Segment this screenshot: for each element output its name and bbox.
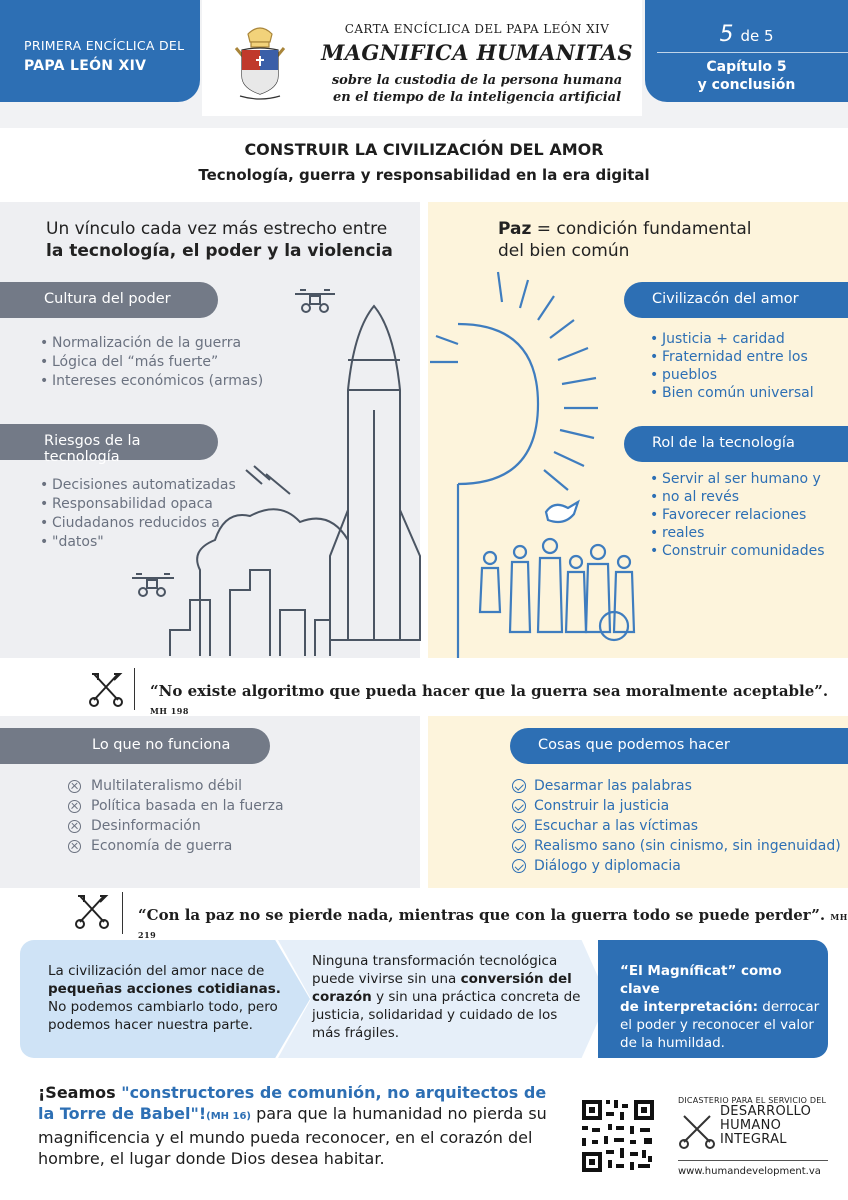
list-item: • Construir comunidades bbox=[650, 542, 825, 560]
right-intro-bold: Paz bbox=[498, 219, 532, 239]
list-item bbox=[512, 796, 841, 816]
section-civilizacion-amor-title: Civilizacón del amor bbox=[652, 291, 799, 307]
list-item bbox=[512, 856, 841, 876]
list-item bbox=[68, 796, 284, 816]
section-cultura-del-poder bbox=[0, 282, 218, 318]
doc-subtitle-line-2: en el tiempo de la inteligencia artificial bbox=[332, 90, 622, 105]
right-intro-line-2: del bien común bbox=[498, 241, 630, 261]
list-item: • Decisiones automatizadas bbox=[40, 476, 236, 495]
doc-subtitle-line-1: sobre la custodia de la persona humana bbox=[331, 73, 623, 88]
list-item-text: Política basada en la fuerza bbox=[91, 798, 284, 814]
list-item-text: Desarmar las palabras bbox=[534, 778, 692, 794]
cultura-del-poder-list bbox=[40, 334, 263, 391]
quote-divider bbox=[122, 892, 123, 934]
list-item bbox=[512, 836, 841, 856]
list-item-text: Construir la justicia bbox=[534, 798, 670, 814]
section-rol-tecnologia-title: Rol de la tecnología bbox=[652, 435, 795, 451]
list-item-continuation-text: no al revés bbox=[662, 489, 740, 505]
section-cosas-podemos-hacer-title: Cosas que podemos hacer bbox=[538, 737, 730, 753]
podemos-hacer-list bbox=[512, 776, 841, 876]
doc-subtitle bbox=[312, 72, 642, 106]
url-divider bbox=[678, 1160, 828, 1161]
check-circle-icon bbox=[512, 799, 526, 813]
crossed-keys-icon bbox=[88, 670, 124, 708]
drone-icon-bottom bbox=[132, 574, 174, 596]
callout-2-line-3a: corazón bbox=[312, 989, 372, 1005]
doc-title: MAGNIFICA HUMANITAS bbox=[321, 40, 633, 65]
page-indicator bbox=[645, 0, 848, 102]
callout-2-line-1: Ninguna transformación tecnológica bbox=[312, 953, 558, 969]
quote-2 bbox=[138, 906, 848, 942]
closing-highlight-2: la Torre de Babel"! bbox=[38, 1104, 207, 1123]
callout-1-line-3: No podemos cambiarlo todo, pero bbox=[48, 999, 278, 1015]
list-item: • Lógica del “más fuerte” bbox=[40, 353, 263, 372]
dicastery-line-1: DESARROLLO bbox=[720, 1104, 812, 1119]
callout-2-line-2b: conversión del bbox=[460, 971, 572, 987]
callout-1-line-1: La civilización del amor nace de bbox=[48, 963, 265, 979]
page-of: de 5 bbox=[740, 27, 774, 45]
doc-kicker: CARTA ENCÍCLICA DEL PAPA LEÓN XIV bbox=[344, 22, 610, 36]
callout-3-bold-2: de interpretación: bbox=[620, 999, 758, 1015]
page-title: CONSTRUIR LA CIVILIZACIÓN DEL AMOR bbox=[244, 140, 604, 159]
callout-2-line-5: más frágiles. bbox=[312, 1025, 400, 1041]
quote-1-text: “No existe algoritmo que pueda hacer que la guerra sea moralmente aceptable”. bbox=[150, 682, 829, 700]
list-item-text: Realismo sano (sin cinismo, sin ingenuidad) bbox=[534, 838, 841, 854]
no-funciona-list bbox=[68, 776, 284, 856]
x-circle-icon bbox=[68, 800, 81, 813]
callout-1-bold: pequeñas acciones cotidianas. bbox=[48, 981, 281, 997]
list-item-text: Escuchar a las víctimas bbox=[534, 818, 699, 834]
check-circle-icon bbox=[512, 839, 526, 853]
dicastery-logo bbox=[678, 1096, 828, 1147]
drone-icon-top bbox=[295, 290, 335, 312]
quote-2-text: “Con la paz no se pierde nada, mientras que con la guerra todo se puede perder”. bbox=[138, 906, 826, 924]
callout-3-text bbox=[620, 962, 820, 1052]
closing-rest-1: para que la humanidad no pierda su bbox=[250, 1104, 547, 1123]
rol-tecnologia-list bbox=[650, 470, 825, 560]
list-item-continuation bbox=[40, 533, 236, 552]
badge-line-1: PRIMERA ENCÍCLICA DEL bbox=[24, 38, 185, 53]
list-item-text: Multilateralismo débil bbox=[91, 778, 243, 794]
callout-2-text bbox=[312, 952, 592, 1042]
dicastery-small: DICASTERIO PARA EL SERVICIO DEL bbox=[678, 1096, 827, 1105]
list-item bbox=[512, 776, 841, 796]
callout-2-line-2a: puede vivirse sin una bbox=[312, 971, 461, 987]
quote-1 bbox=[150, 682, 848, 718]
website-link[interactable]: www.humandevelopment.va bbox=[678, 1166, 821, 1177]
list-item bbox=[68, 836, 284, 856]
check-circle-icon bbox=[512, 859, 526, 873]
qr-code-icon[interactable] bbox=[580, 1098, 656, 1174]
badge-line-2: PAPA LEÓN XIV bbox=[24, 58, 147, 74]
list-item bbox=[68, 776, 284, 796]
section-cosas-podemos-hacer bbox=[510, 728, 848, 764]
dicastery-line-3: INTEGRAL bbox=[720, 1132, 787, 1147]
callout-3-rest-3: de la humildad. bbox=[620, 1035, 725, 1051]
callout-2-line-3b: y sin una práctica concreta de bbox=[371, 989, 581, 1005]
x-circle-icon bbox=[68, 820, 81, 833]
list-item: • Ciudadanos reducidos a bbox=[40, 514, 236, 533]
list-item: • Justicia + caridad bbox=[650, 330, 814, 348]
page-number bbox=[645, 22, 848, 47]
callout-3-rest-1: derrocar bbox=[757, 999, 820, 1015]
list-item bbox=[68, 816, 284, 836]
check-circle-icon bbox=[512, 819, 526, 833]
callout-1-text bbox=[48, 962, 298, 1034]
left-intro-line-2: la tecnología, el poder y la violencia bbox=[46, 241, 393, 261]
list-item: • Bien común universal bbox=[650, 384, 814, 402]
section-lo-que-no-funciona-title: Lo que no funciona bbox=[92, 737, 231, 753]
list-item-continuation bbox=[650, 488, 825, 506]
list-item-text: Diálogo y diplomacia bbox=[534, 858, 681, 874]
section-civilizacion-amor bbox=[624, 282, 848, 318]
section-rol-tecnologia bbox=[624, 426, 848, 462]
list-item: • Servir al ser humano y bbox=[650, 470, 825, 488]
x-circle-icon bbox=[68, 840, 81, 853]
civilizacion-amor-list bbox=[650, 330, 814, 402]
callout-2-line-4: justicia, solidaridad y cuidado de los bbox=[312, 1007, 558, 1023]
callout-3-bold-1: “El Magníficat” como clave bbox=[620, 963, 782, 997]
list-item bbox=[512, 816, 841, 836]
quote-2-ref: MH 219 bbox=[138, 912, 848, 940]
list-item-continuation bbox=[650, 524, 825, 542]
list-item-continuation-text: reales bbox=[662, 525, 705, 541]
section-lo-que-no-funciona bbox=[0, 728, 270, 764]
list-item: • Favorecer relaciones bbox=[650, 506, 825, 524]
papal-coat-of-arms-icon bbox=[226, 20, 294, 104]
crossed-keys-icon bbox=[74, 892, 110, 930]
list-item: • Normalización de la guerra bbox=[40, 334, 263, 353]
chapter-line-1: Capítulo 5 bbox=[706, 59, 787, 75]
x-circle-icon bbox=[68, 780, 81, 793]
list-item-text: Economía de guerra bbox=[91, 838, 233, 854]
closing-highlight-1: "constructores de comunión, no arquitectos de bbox=[121, 1083, 547, 1102]
riesgos-tecnologia-list bbox=[40, 476, 236, 552]
dicastery-line-2: HUMANO bbox=[720, 1118, 782, 1133]
section-cultura-del-poder-title: Cultura del poder bbox=[44, 291, 171, 307]
quote-1-ref: MH 198 bbox=[150, 706, 189, 716]
list-item-continuation-text: pueblos bbox=[662, 367, 718, 383]
closing-rest-3: hombre, el lugar donde Dios desea habitar. bbox=[38, 1149, 385, 1168]
sun-people-illustration bbox=[428, 262, 638, 658]
list-item: • Fraternidad entre los bbox=[650, 348, 814, 366]
list-item: • Intereses económicos (armas) bbox=[40, 372, 263, 391]
list-item-continuation bbox=[650, 366, 814, 384]
check-circle-icon bbox=[512, 779, 526, 793]
chapter-label bbox=[645, 58, 848, 94]
page-subtitle: Tecnología, guerra y responsabilidad en la era digital bbox=[198, 166, 650, 184]
callout-3-rest-2: el poder y reconocer el valor bbox=[620, 1017, 814, 1033]
right-intro bbox=[498, 218, 751, 262]
family-group-icon bbox=[480, 539, 634, 640]
list-item: • Responsabilidad opaca bbox=[40, 495, 236, 514]
chapter-line-2: y conclusión bbox=[697, 77, 796, 93]
right-intro-line-1: = condición fundamental bbox=[531, 219, 752, 239]
left-intro bbox=[46, 218, 393, 262]
left-intro-line-1: Un vínculo cada vez más estrecho entre bbox=[46, 219, 388, 239]
encyclical-badge bbox=[0, 0, 200, 102]
callout-1-line-4: podemos hacer nuestra parte. bbox=[48, 1017, 253, 1033]
list-item-text: Desinformación bbox=[91, 818, 201, 834]
closing-lead: ¡Seamos bbox=[38, 1083, 122, 1102]
closing-message bbox=[38, 1082, 558, 1169]
section-riesgos-tecnologia-title: Riesgos de la tecnología bbox=[44, 433, 141, 465]
page-divider bbox=[657, 52, 848, 53]
list-item-continuation-text: "datos" bbox=[52, 534, 104, 550]
page-current: 5 bbox=[719, 22, 734, 47]
quote-divider bbox=[134, 668, 135, 710]
closing-ref: (MH 16) bbox=[206, 1111, 251, 1122]
section-riesgos-tecnologia bbox=[0, 424, 218, 465]
closing-rest-2: magnificencia y el mundo pueda reconocer, en el corazón del bbox=[38, 1128, 533, 1147]
